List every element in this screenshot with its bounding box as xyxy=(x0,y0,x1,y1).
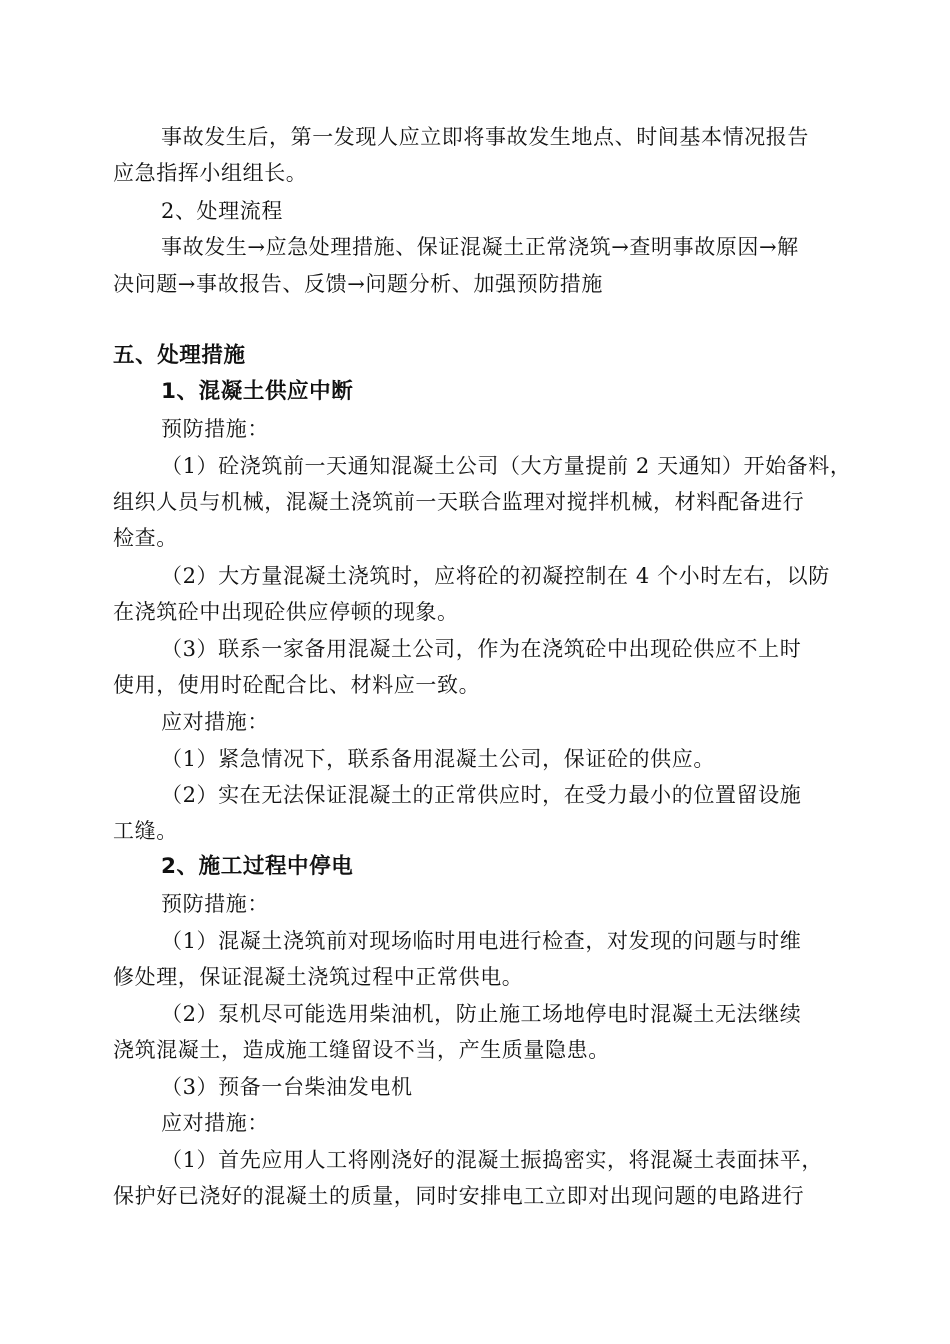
label-line: 预防措施： xyxy=(161,892,269,916)
paragraph-line: （2）泵机尽可能选用柴油机，防止施工场地停电时混凝土无法继续 xyxy=(161,1002,802,1026)
paragraph-line: （1）紧急情况下，联系备用混凝土公司，保证砼的供应。 xyxy=(161,747,715,771)
paragraph-line: 事故发生后，第一发现人应立即将事故发生地点、时间基本情况报告 xyxy=(161,125,809,149)
label-line: 应对措施： xyxy=(161,710,269,734)
subsection-heading: 2、处理流程 xyxy=(161,199,283,223)
paragraph-line: 工缝。 xyxy=(113,819,178,843)
label-line: 预防措施： xyxy=(161,417,269,441)
section-heading: 五、处理措施 xyxy=(113,343,246,368)
paragraph-line: （1）混凝土浇筑前对现场临时用电进行检查，对发现的问题与时维 xyxy=(161,929,802,953)
paragraph-line: 应急指挥小组组长。 xyxy=(113,161,308,185)
paragraph-line: 检查。 xyxy=(113,526,178,550)
paragraph-line: （3）预备一台柴油发电机 xyxy=(161,1075,413,1099)
paragraph-line: 事故发生→应急处理措施、保证混凝土正常浇筑→查明事故原因→解 xyxy=(161,235,799,259)
paragraph-line: （1）砼浇筑前一天通知混凝土公司（大方量提前 2 天通知）开始备料， xyxy=(161,454,852,478)
paragraph-line: 使用，使用时砼配合比、材料应一致。 xyxy=(113,673,481,697)
paragraph-line: 组织人员与机械，混凝土浇筑前一天联合监理对搅拌机械，材料配备进行 xyxy=(113,490,805,514)
paragraph-line: 保护好已浇好的混凝土的质量，同时安排电工立即对出现问题的电路进行 xyxy=(113,1184,805,1208)
subsection-heading: 1、混凝土供应中断 xyxy=(161,379,354,404)
subsection-heading: 2、施工过程中停电 xyxy=(161,854,354,879)
paragraph-line: 浇筑混凝土，造成施工缝留设不当，产生质量隐患。 xyxy=(113,1038,610,1062)
paragraph-line: （1）首先应用人工将刚浇好的混凝土振捣密实，将混凝土表面抹平， xyxy=(161,1148,823,1172)
paragraph-line: 修处理，保证混凝土浇筑过程中正常供电。 xyxy=(113,965,524,989)
paragraph-line: （2）实在无法保证混凝土的正常供应时，在受力最小的位置留设施 xyxy=(161,783,802,807)
paragraph-line: 决问题→事故报告、反馈→问题分析、加强预防措施 xyxy=(113,272,603,296)
paragraph-line: （2）大方量混凝土浇筑时，应将砼的初凝控制在 4 个小时左右，以防 xyxy=(161,564,830,588)
paragraph-line: 在浇筑砼中出现砼供应停顿的现象。 xyxy=(113,600,459,624)
paragraph-line: （3）联系一家备用混凝土公司，作为在浇筑砼中出现砼供应不上时 xyxy=(161,637,802,661)
label-line: 应对措施： xyxy=(161,1111,269,1135)
